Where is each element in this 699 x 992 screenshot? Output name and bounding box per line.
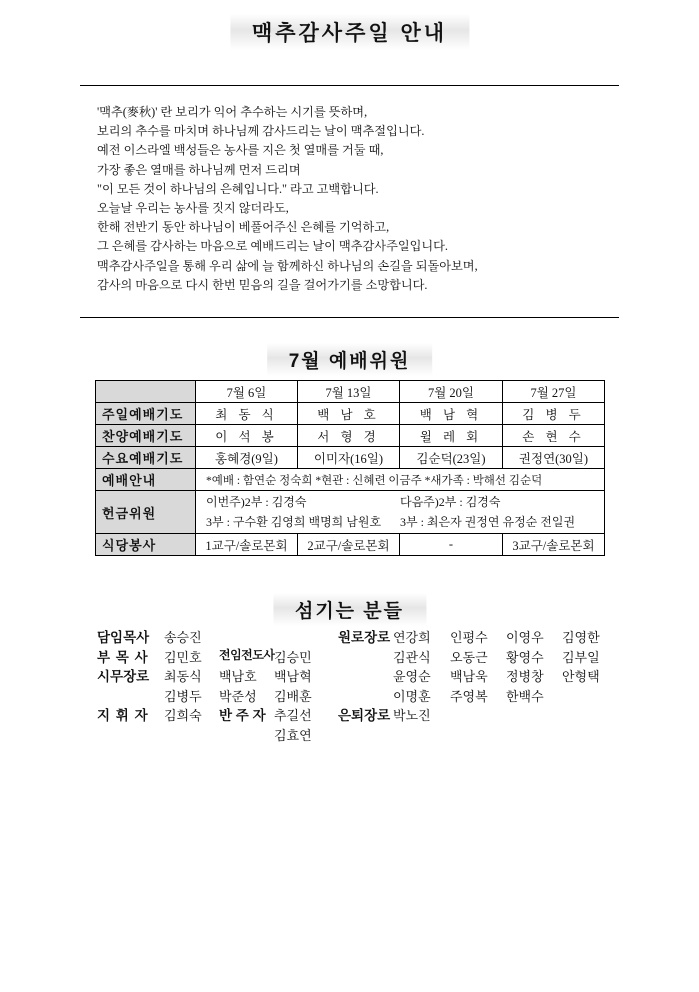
intro-line: 그 은혜를 감사하는 마음으로 예배드리는 날이 맥추감사주일입니다. xyxy=(97,239,448,254)
offering-next-week-3: 3부 : 최은자 권정연 유정순 전일권 xyxy=(400,515,576,529)
intro-line: 가장 좋은 열매를 하나님께 먼저 드리며 xyxy=(97,162,301,177)
intro-line: 감사의 마음으로 다시 한번 믿음의 길을 걸어가기를 소망합니다. xyxy=(97,277,428,292)
servant-name: 김부일 xyxy=(562,650,600,665)
date-header: 7월 13일 xyxy=(298,381,400,403)
servant-name: 이영우 xyxy=(506,630,544,645)
servant-name: 윤영순 xyxy=(393,669,431,684)
role-conductor: 지 휘 자 xyxy=(97,708,149,723)
servant-name: 오동근 xyxy=(450,650,488,665)
table-cell: 1교구/솔로몬회 xyxy=(196,534,298,556)
table-cell: 손 현 수 xyxy=(503,425,605,447)
servant-name: 한백수 xyxy=(506,689,544,704)
table-row xyxy=(96,425,605,447)
servant-name: 송승진 xyxy=(164,630,202,645)
divider-bottom xyxy=(80,317,619,318)
table-row xyxy=(96,381,605,403)
role-elder-emeritus: 원로장로 xyxy=(338,630,391,645)
table-row xyxy=(96,491,605,534)
servant-name: 정병창 xyxy=(506,669,544,684)
servant-name: 백남혁 xyxy=(274,669,312,684)
table-cell: 이 석 봉 xyxy=(196,425,298,447)
servant-name: 백남호 xyxy=(219,669,257,684)
servant-name: 김관식 xyxy=(393,650,431,665)
intro-line: 한해 전반기 동안 하나님이 베풀어주신 은혜를 기억하고, xyxy=(97,220,390,235)
servant-name: 최동식 xyxy=(164,669,202,684)
role-elders: 시무장로 xyxy=(97,669,150,684)
table-cell: 김 병 두 xyxy=(503,403,605,425)
servant-name: 추길선 xyxy=(274,708,312,723)
intro-line: 맥추감사주일을 통해 우리 삶에 늘 함께하신 하나님의 손길을 되돌아보며, xyxy=(97,258,478,273)
servant-name: 이명훈 xyxy=(393,689,431,704)
date-header: 7월 6일 xyxy=(196,381,298,403)
servant-name: 김영한 xyxy=(562,630,600,645)
date-header: 7월 20일 xyxy=(400,381,503,403)
intro-line: 보리의 추수를 마치며 하나님께 감사드리는 날이 맥추절입니다. xyxy=(97,124,425,139)
intro-line: 오늘날 우리는 농사를 짓지 않더라도, xyxy=(97,201,289,216)
servant-name: 안형택 xyxy=(562,669,600,684)
row-label: 헌금위원 xyxy=(96,491,196,534)
table-cell: 백 남 혁 xyxy=(400,403,503,425)
table-cell: 서 형 경 xyxy=(298,425,400,447)
role-retired-elder: 은퇴장로 xyxy=(338,708,391,723)
servant-name: 김희숙 xyxy=(164,708,202,723)
row-label: 주일예배기도 xyxy=(96,403,196,425)
offering-next-week-2: 다음주)2부 : 김경숙 xyxy=(400,495,501,509)
servant-name: 주영복 xyxy=(450,689,488,704)
servant-name: 인평수 xyxy=(450,630,488,645)
servant-name: 김승민 xyxy=(274,650,312,665)
table-row xyxy=(96,469,605,491)
offering-cell xyxy=(196,491,605,534)
table-cell: 권정연(30일) xyxy=(503,447,605,469)
divider-top xyxy=(80,85,619,86)
intro-line: 예전 이스라엘 백성들은 농사를 지은 첫 열매를 거둘 때, xyxy=(97,143,384,158)
intro-text xyxy=(97,103,607,295)
offering-this-week-2: 이번주)2부 : 김경숙 xyxy=(206,495,307,509)
table-cell: 최 동 식 xyxy=(196,403,298,425)
row-label: 찬양예배기도 xyxy=(96,425,196,447)
servant-name: 황영수 xyxy=(506,650,544,665)
servant-name: 박준성 xyxy=(219,689,257,704)
servant-name: 김병두 xyxy=(164,689,202,704)
table-row xyxy=(96,403,605,425)
servant-name: 연강희 xyxy=(393,630,431,645)
worship-guide-text: *예배 : 함연순 정숙희 *현관 : 신혜련 이금주 *새가족 : 박해선 김순덕 xyxy=(196,469,605,491)
servant-name: 박노진 xyxy=(393,708,431,723)
table-cell: 2교구/솔로몬회 xyxy=(298,534,400,556)
table-cell: 3교구/솔로몬회 xyxy=(503,534,605,556)
table-row xyxy=(96,534,605,556)
servants-title: 섬기는 분들 xyxy=(273,593,426,626)
date-header: 7월 27일 xyxy=(503,381,605,403)
page-title: 맥추감사주일 안내 xyxy=(230,14,469,50)
role-senior-pastor: 담임목사 xyxy=(97,630,150,645)
servant-name: 김효연 xyxy=(274,728,312,743)
table-cell: 백 남 호 xyxy=(298,403,400,425)
row-label: 수요예배기도 xyxy=(96,447,196,469)
table-cell: 홍혜경(9일) xyxy=(196,447,298,469)
servant-name: 김배훈 xyxy=(274,689,312,704)
role-evangelist: 전임전도사 xyxy=(219,648,275,662)
table-cell: 윌 레 회 xyxy=(400,425,503,447)
row-label: 식당봉사 xyxy=(96,534,196,556)
servant-name: 김민호 xyxy=(164,650,202,665)
corner-cell xyxy=(96,381,196,403)
table-cell: - xyxy=(400,534,503,556)
row-label: 예배안내 xyxy=(96,469,196,491)
schedule-title: 7월 예배위원 xyxy=(267,343,433,376)
offering-this-week-3: 3부 : 구수환 김영희 백명희 남원호 xyxy=(206,515,382,529)
servant-name: 백남욱 xyxy=(450,669,488,684)
table-cell: 김순덕(23일) xyxy=(400,447,503,469)
worship-committee-table xyxy=(95,380,605,556)
table-cell: 이미자(16일) xyxy=(298,447,400,469)
intro-line: '맥추(麥秋)' 란 보리가 익어 추수하는 시기를 뜻하며, xyxy=(97,105,368,119)
table-row xyxy=(96,447,605,469)
role-associate-pastor: 부 목 사 xyxy=(97,650,149,665)
intro-line: "이 모든 것이 하나님의 은혜입니다." 라고 고백합니다. xyxy=(97,181,379,196)
role-accompanist: 반 주 자 xyxy=(219,708,266,723)
